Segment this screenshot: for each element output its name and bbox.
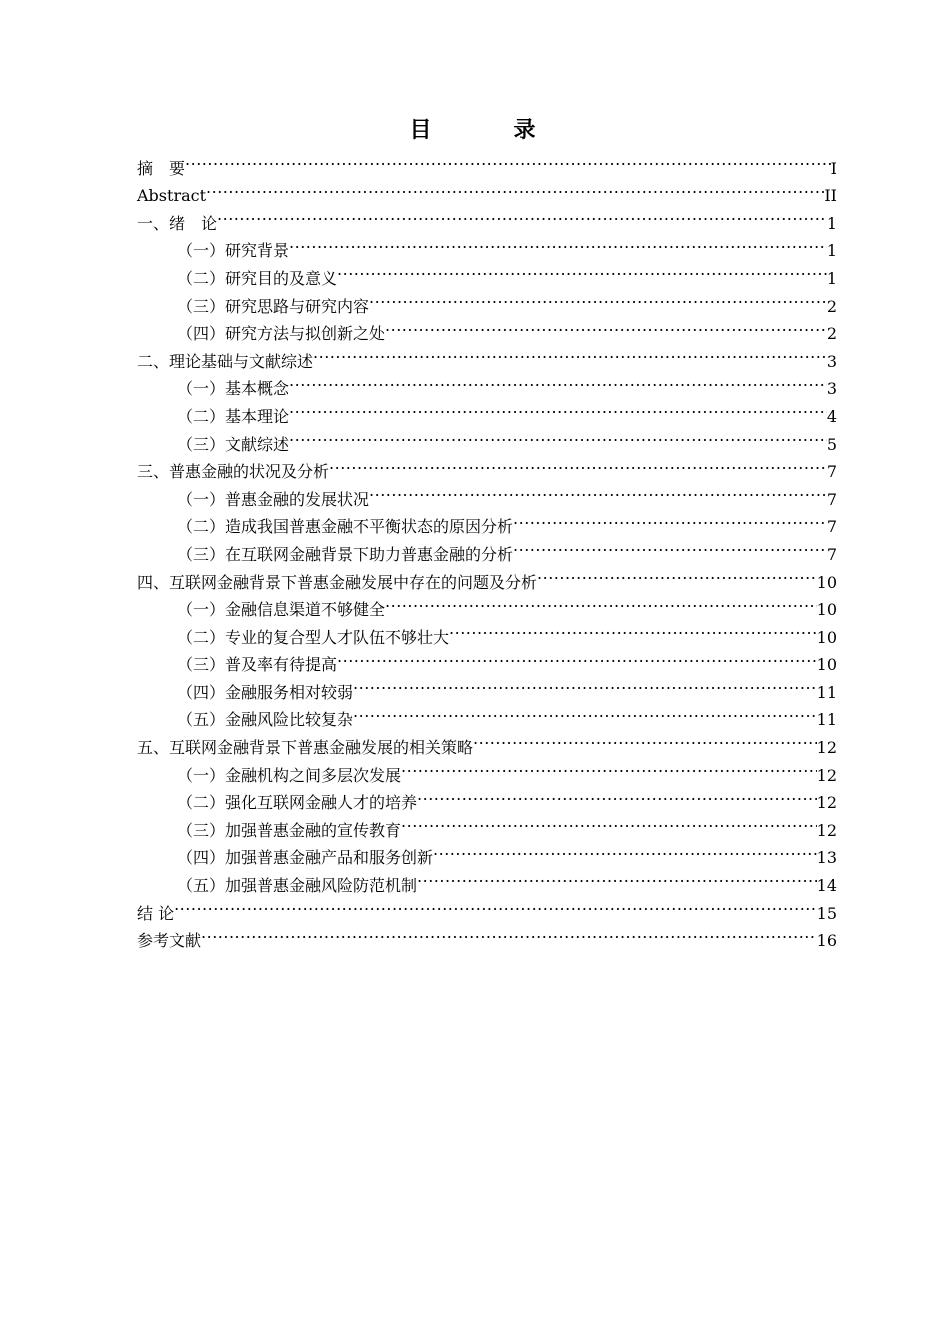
toc-entry-page: 14 [816, 876, 837, 896]
dot-leader [353, 698, 817, 726]
toc-entry-label: （四）金融服务相对较弱 [177, 682, 354, 702]
dot-leader [201, 919, 817, 947]
toc-entry[interactable] [137, 891, 837, 923]
dot-leader [537, 560, 817, 588]
toc-entry-label: 结 论 [137, 903, 175, 923]
toc-entry-page: 5 [826, 434, 837, 454]
dot-leader [353, 670, 817, 698]
toc-entry-label: （一）普惠金融的发展状况 [177, 489, 370, 509]
toc-entry-label: （二）强化互联网金融人才的培养 [177, 793, 418, 813]
toc-entry-page: 3 [826, 351, 837, 371]
dot-leader [473, 725, 817, 753]
dot-leader [417, 863, 817, 891]
toc-entry[interactable] [137, 201, 837, 233]
dot-leader [289, 422, 827, 450]
dot-leader [289, 394, 827, 422]
toc-entry-page: I [830, 158, 837, 178]
dot-leader [313, 339, 827, 367]
toc-entry-page: 1 [826, 268, 837, 288]
toc-entry-label: （三）文献综述 [177, 434, 290, 454]
toc-entry-label: （五）加强普惠金融风险防范机制 [177, 876, 418, 896]
toc-entry-label: 一、绪 论 [137, 213, 218, 233]
dot-leader [337, 643, 817, 671]
toc-entry-page: 1 [826, 241, 837, 261]
dot-leader [449, 615, 817, 643]
toc-entry-page: 2 [826, 324, 837, 344]
toc-entry-page: 10 [816, 627, 837, 647]
dot-leader [369, 477, 827, 505]
dot-leader [401, 753, 817, 781]
toc-entry-label: （三）在互联网金融背景下助力普惠金融的分析 [177, 544, 514, 564]
toc-entry-page: 16 [816, 931, 837, 951]
dot-leader [417, 781, 817, 809]
toc-entry[interactable] [137, 146, 837, 178]
dot-leader [369, 284, 827, 312]
toc-entry-page: 10 [816, 572, 837, 592]
toc-entry-label: 五、互联网金融背景下普惠金融发展的相关策略 [137, 738, 474, 758]
dot-leader [329, 450, 827, 478]
toc-entry[interactable] [137, 919, 837, 951]
dot-leader [217, 201, 827, 229]
dot-leader [401, 808, 817, 836]
toc-entry-label: 参考文献 [137, 931, 202, 951]
toc-entry-page: 7 [826, 544, 837, 564]
toc-entry-page: 2 [826, 296, 837, 316]
toc-entry-label: （二）造成我国普惠金融不平衡状态的原因分析 [177, 517, 514, 537]
dot-leader [289, 229, 827, 257]
toc-entry-label: 摘 要 [137, 158, 186, 178]
dot-leader [337, 256, 827, 284]
toc-entry-page: 11 [816, 682, 837, 702]
toc-entry-label: （三）研究思路与研究内容 [177, 296, 370, 316]
toc-entry-page: 4 [826, 406, 837, 426]
toc-entry-page: 11 [816, 710, 837, 730]
toc-entry-page: 15 [816, 903, 837, 923]
dot-leader [385, 588, 817, 616]
toc-entry[interactable] [137, 174, 837, 206]
toc-title: 目 录 [409, 117, 566, 143]
toc-entry[interactable] [137, 229, 837, 261]
toc-entry-page: 12 [816, 738, 837, 758]
toc-entry-label: （二）专业的复合型人才队伍不够壮大 [177, 627, 450, 647]
toc-entry-label: （三）普及率有待提高 [177, 655, 338, 675]
dot-leader [185, 146, 831, 174]
toc-entry-page: 7 [826, 489, 837, 509]
toc-entry-page: 7 [826, 517, 837, 537]
toc-entry-label: （二）基本理论 [177, 406, 290, 426]
toc-entry-label: （五）金融风险比较复杂 [177, 710, 354, 730]
dot-leader [174, 891, 817, 919]
dot-leader [513, 532, 827, 560]
toc-entry-page: 7 [826, 462, 837, 482]
toc-entry-page: 13 [816, 848, 837, 868]
toc-entry-page: 12 [816, 793, 837, 813]
toc-entry-label: 三、普惠金融的状况及分析 [137, 462, 330, 482]
toc-entry-label: 四、互联网金融背景下普惠金融发展中存在的问题及分析 [137, 572, 538, 592]
toc-entry-page: 3 [826, 379, 837, 399]
toc-entry-page: 1 [826, 213, 837, 233]
dot-leader [289, 367, 827, 395]
toc-entry-label: （三）加强普惠金融的宣传教育 [177, 820, 402, 840]
dot-leader [433, 836, 817, 864]
toc-entry-label: （二）研究目的及意义 [177, 268, 338, 288]
toc-entry-page: 10 [816, 655, 837, 675]
toc-entry-label: （一）基本概念 [177, 379, 290, 399]
dot-leader [206, 174, 824, 202]
toc-entry-page: 12 [816, 820, 837, 840]
toc-entry-label: 二、理论基础与文献综述 [137, 351, 314, 371]
toc-entry-page: II [824, 186, 837, 206]
toc-entry-label: （四）研究方法与拟创新之处 [177, 324, 386, 344]
toc-entry-page: 10 [816, 600, 837, 620]
toc-entry-label: （四）加强普惠金融产品和服务创新 [177, 848, 434, 868]
toc-entry-label: （一）研究背景 [177, 241, 290, 261]
toc-entry-page: 12 [816, 765, 837, 785]
table-of-contents [137, 146, 837, 951]
toc-entry-label: （一）金融机构之间多层次发展 [177, 765, 402, 785]
toc-entry-label: （一）金融信息渠道不够健全 [177, 600, 386, 620]
dot-leader [513, 505, 827, 533]
toc-entry-label: Abstract [137, 186, 207, 206]
dot-leader [385, 312, 827, 340]
